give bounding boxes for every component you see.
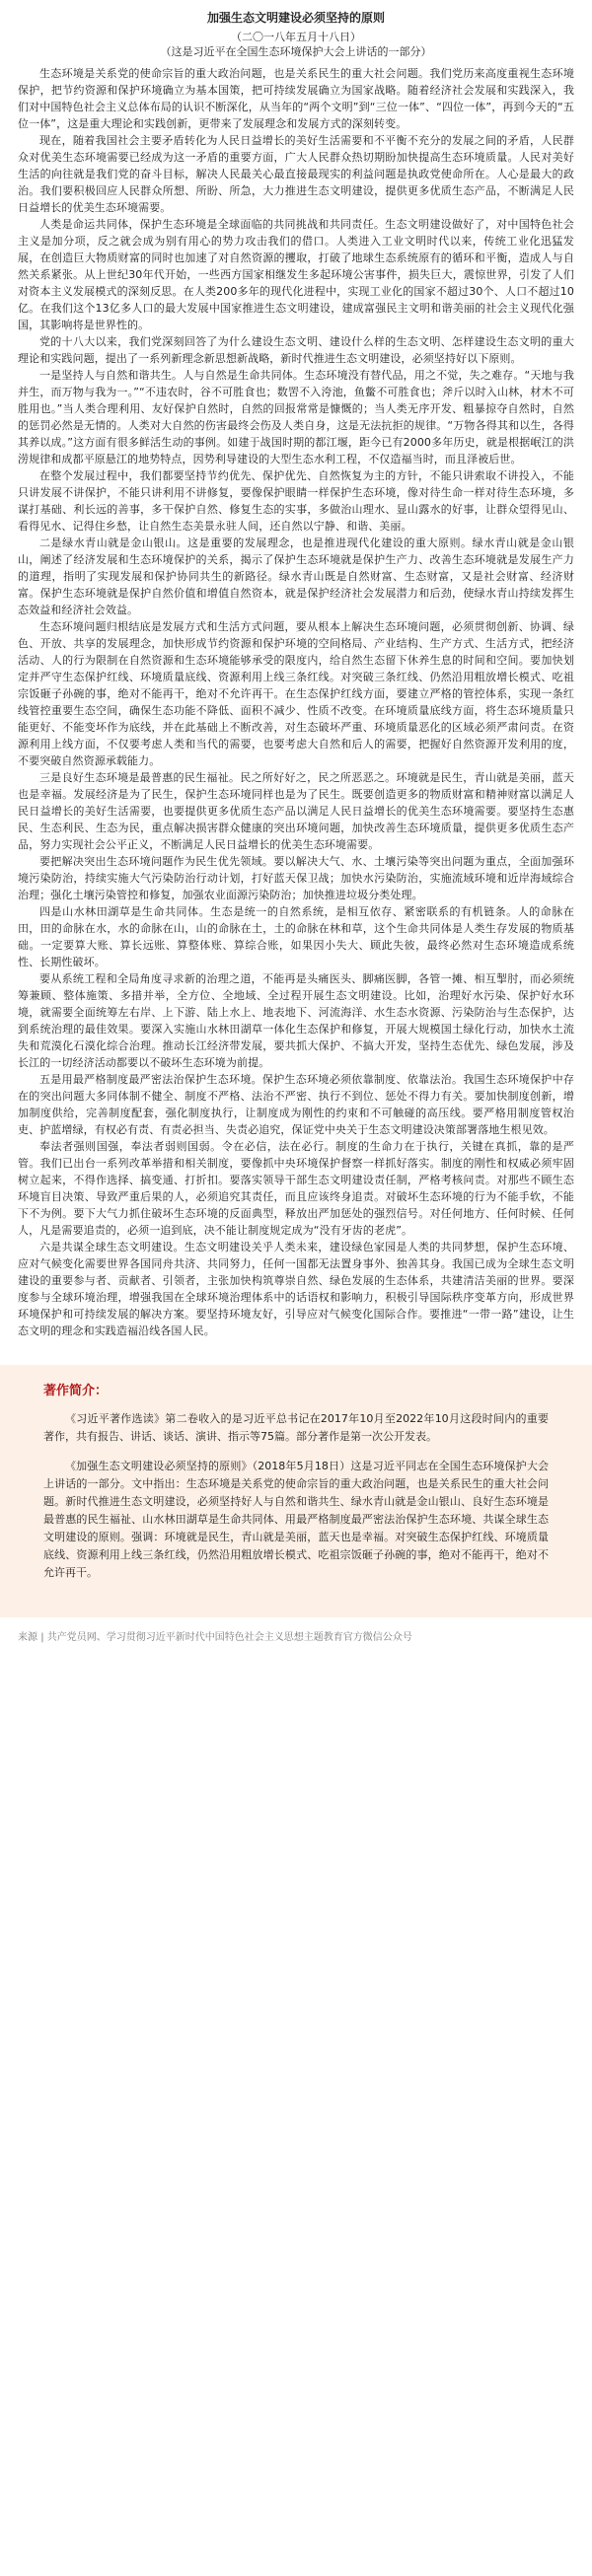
intro-paragraph: 《习近平著作选读》第二卷收入的是习近平总书记在2017年10月至2022年10月这段时间内的重要著作，共有报告、讲话、谈话、演讲、指示等75篇。部分著作是第一次公开发表。 (43, 1412, 549, 1443)
article-subtitle: （这是习近平在全国生态环境保护大会上讲话的一部分） (160, 45, 432, 58)
section-spacer (0, 1339, 592, 1357)
intro-paragraph: 《加强生态文明建设必须坚持的原则》（2018年5月18日）这是习近平同志在全国生态环境保护大会上讲话的一部分。文中指出：生态环境是关系党的使命宗旨的重大政治问题，也是关系民生的重大社会问题。新时代推进生态文明建设，必须坚持好人与自然和谐共生、绿水青山就是金山银山、良好生态环境是最普惠的民生福祉、山水林田湖草是生命共同体、用最严格制度最严密法治保护生态环境、共谋全球生态文明建设的原则。强调：环境就是民生，青山就是美丽，蓝天也是幸福。对突破生态保护红线、环境质量底线、资源利用上线三条红线，仍然沿用粗放增长模式、吃祖宗饭砸子孙碗的事，绝对不能再干，绝对不允许再干。 (43, 1460, 549, 1579)
article-paragraph: 三是良好生态环境是最普惠的民生福祉。民之所好好之，民之所恶恶之。环境就是民生，青山就是美丽，蓝天也是幸福。发展经济是为了民生，保护生态环境同样也是为了民生。既要创造更多的物质财富和精神财富以满足人民日益增长的美好生活需要，也要提供更多优质生态产品以满足人民日益增长的优美生态环境需要。要坚持生态惠民、生态利民、生态为民，重点解决损害群众健康的突出环境问题，加快改善生态环境质量，提供更多优质生态产品，努力实现社会公平正义，不断满足人民日益增长的优美生态环境需要。 (18, 771, 574, 851)
article-paragraph: 六是共谋全球生态文明建设。生态文明建设关乎人类未来，建设绿色家园是人类的共同梦想，保护生态环境、应对气候变化需要世界各国同舟共济、共同努力，任何一国都无法置身事外、独善其身。我国已成为全球生态文明建设的重要参与者、贡献者、引领者，主张加快构筑尊崇自然、绿色发展的生态体系，共建清洁美丽的世界。要深度参与全球环境治理，增强我国在全球环境治理体系中的话语权和影响力，积极引导国际秩序变革方向，形成世界环境保护和可持续发展的解决方案。要坚持环境友好，引导应对气候变化国际合作。要推进“一带一路”建设，让生态文明的理念和实践造福沿线各国人民。 (18, 1241, 574, 1337)
source-separator: | (40, 1632, 47, 1643)
article-paragraph: 在整个发展过程中，我们都要坚持节约优先、保护优先、自然恢复为主的方针，不能只讲索取不讲投入，不能只讲发展不讲保护，不能只讲利用不讲修复，要像保护眼睛一样保护生态环境，像对待生命一样对待生态环境，多谋打基础、利长远的善事，多干保护自然、修复生态的实事，多做治山理水、显山露水的好事，让群众望得见山、看得见水、记得住乡愁，让自然生态美景永驻人间，还自然以宁静、和谐、美丽。 (18, 469, 574, 533)
article-paragraph: 党的十八大以来，我们党深刻回答了为什么建设生态文明、建设什么样的生态文明、怎样建设生态文明的重大理论和实践问题，提出了一系列新理念新思想新战略，新时代推进生态文明建设，必须坚持好以下原则。 (18, 335, 574, 365)
article-paragraph: 生态环境是关系党的使命宗旨的重大政治问题，也是关系民生的重大社会问题。我们党历来高度重视生态环境保护，把节约资源和保护环境确立为基本国策，把可持续发展确立为国家战略。随着经济社会发展和实践深入，我们对中国特色社会主义总体布局的认识不断深化，从当年的“两个文明”到“三位一体”、“四位一体”，再到今天的“五位一体”，这是重大理论和实践创新，更带来了发展理念和发展方式的深刻转变。 (18, 67, 574, 130)
article-paragraph: 二是绿水青山就是金山银山。这是重要的发展理念，也是推进现代化建设的重大原则。绿水青山就是金山银山，阐述了经济发展和生态环境保护的关系，揭示了保护生态环境就是保护生产力、改善生态环境就是发展生产力的道理，指明了实现发展和保护协同共生的新路径。绿水青山既是自然财富、生态财富，又是社会财富、经济财富。保护生态环境就是保护自然价值和增值自然资本，就是保护经济社会发展潜力和后劲，使绿水青山持续发挥生态效益和经济社会效益。 (18, 537, 574, 616)
article-paragraph: 五是用最严格制度最严密法治保护生态环境。保护生态环境必须依靠制度、依靠法治。我国生态环境保护中存在的突出问题大多同体制不健全、制度不严格、法治不严密、执行不到位、惩处不得力有关。要加快制度创新，增加制度供给，完善制度配套，强化制度执行，让制度成为刚性的约束和不可触碰的高压线。要严格用制度管权治吏、护蓝增绿，有权必有责、有责必担当、失责必追究，保证党中央关于生态文明建设决策部署落地生根见效。 (18, 1073, 574, 1136)
article-date: （二〇一八年五月十八日） (231, 31, 361, 43)
article-paragraph: 要把解决突出生态环境问题作为民生优先领域。要以解决大气、水、土壤污染等突出问题为重点，全面加强环境污染防治，持续实施大气污染防治行动计划，打好蓝天保卫战；加快水污染防治，实施流域环境和近岸海域综合治理；强化土壤污染管控和修复，加强农业面源污染防治；加快推进垃圾分类处理。 (18, 855, 574, 901)
article-paragraph: 奉法者强则国强，奉法者弱则国弱。令在必信，法在必行。制度的生命力在于执行，关键在真抓，靠的是严管。我们已出台一系列改革举措和相关制度，要像抓中央环境保护督察一样抓好落实。制度的刚性和权威必须牢固树立起来，不得作选择、搞变通、打折扣。要落实领导干部生态文明建设责任制，严格考核问责。对那些不顾生态环境盲目决策、导致严重后果的人，必须追究其责任，而且应该终身追责。对破坏生态环境的行为不能手软，不能下不为例。要下大气力抓住破坏生态环境的反面典型，释放出严加惩处的强烈信号。对任何地方、任何时候、任何人，凡是需要追责的，必须一追到底，决不能让制度规定成为“没有牙齿的老虎”。 (18, 1140, 574, 1237)
article-title: 加强生态文明建设必须坚持的原则 (206, 11, 385, 25)
article-paragraph: 要从系统工程和全局角度寻求新的治理之道，不能再是头痛医头、脚痛医脚，各管一摊、相互掣肘，而必须统筹兼顾、整体施策、多措并举，全方位、全地域、全过程开展生态文明建设。比如，治理好水污染、保护好水环境，就需要全面统筹左右岸、上下游、陆上水上、地表地下、河流海洋、水生态水资源、污染防治与生态保护，达到系统治理的最佳效果。要深入实施山水林田湖草一体化生态保护和修复，开展大规模国土绿化行动，加快水土流失和荒漠化石漠化综合治理。推动长江经济带发展，要共抓大保护、不搞大开发，坚持生态优先、绿色发展，涉及长江的一切经济活动都要以不破坏生态环境为前提。 (18, 972, 574, 1069)
source-label: 来源 (18, 1632, 37, 1643)
intro-box (0, 1365, 592, 1617)
article-paragraph: 现在，随着我国社会主要矛盾转化为人民日益增长的美好生活需要和不平衡不充分的发展之间的矛盾，人民群众对优美生态环境需要已经成为这一矛盾的重要方面，广大人民群众热切期盼加快提高生态环境质量。人民对美好生活的向往就是我们党的奋斗目标，解决人民最关心最直接最现实的利益问题是执政党使命所在。人心是最大的政治。我们要积极回应人民群众所想、所盼、所急，大力推进生态文明建设，提供更多优质生态产品，不断满足人民日益增长的优美生态环境需要。 (18, 134, 574, 214)
source-text: 共产党员网、学习贯彻习近平新时代中国特色社会主义思想主题教育官方微信公众号 (46, 1632, 412, 1643)
article-paragraph: 四是山水林田湖草是生命共同体。生态是统一的自然系统，是相互依存、紧密联系的有机链条。人的命脉在田，田的命脉在水，水的命脉在山，山的命脉在土，土的命脉在林和草，这个生命共同体是人类生存发展的物质基础。一定要算大账、算长远账、算整体账、算综合账，如果因小失大、顾此失彼，最终必然对生态环境造成系统性、长期性破坏。 (18, 905, 574, 968)
article-paragraph: 生态环境问题归根结底是发展方式和生活方式问题，要从根本上解决生态环境问题，必须贯彻创新、协调、绿色、开放、共享的发展理念，加快形成节约资源和保护环境的空间格局、产业结构、生产方式、生活方式，把经济活动、人的行为限制在自然资源和生态环境能够承受的限度内，给自然生态留下休养生息的时间和空间。要加快划定并严守生态保护红线、环境质量底线、资源利用上线三条红线。对突破三条红线、仍然沿用粗放增长模式、吃祖宗饭砸子孙碗的事，绝对不能再干，绝对不允许再干。在生态保护红线方面，要建立严格的管控体系，实现一条红线管控重要生态空间，确保生态功能不降低、面积不减少、性质不改变。在环境质量底线方面，将生态环境质量只能更好、不能变坏作为底线，并在此基础上不断改善，对生态破坏严重、环境质量恶化的区域必须严肃问责。在资源利用上线方面，不仅要考虑人类和当代的需要，也要考虑大自然和后人的需要，把握好自然资源开发利用的度，不要突破自然资源承载能力。 (18, 620, 574, 767)
intro-heading: 著作简介： (43, 1384, 109, 1398)
article-paragraph: 一是坚持人与自然和谐共生。人与自然是生命共同体。生态环境没有替代品，用之不觉，失之难存。“天地与我并生，而万物与我为一。”“不违农时，谷不可胜食也；数罟不入洿池，鱼鳖不可胜食也；斧斤以时入山林，材木不可胜用也。”当人类合理利用、友好保护自然时，自然的回报常常是慷慨的；当人类无序开发、粗暴掠夺自然时，自然的惩罚必然是无情的。人类对大自然的伤害最终会伤及人类自身，这是无法抗拒的规律。“万物各得其和以生，各得其养以成。”这方面有很多鲜活生动的事例。如建于战国时期的都江堰，距今已有2000多年历史，就是根据岷江的洪涝规律和成都平原悬江的地势特点，因势利导建设的大型生态水利工程，不仅造福当时，而且泽被后世。 (18, 369, 574, 465)
source-footer (0, 1617, 592, 1655)
article-paragraph: 人类是命运共同体，保护生态环境是全球面临的共同挑战和共同责任。生态文明建设做好了，对中国特色社会主义是加分项，反之就会成为别有用心的势力攻击我们的借口。人类进入工业文明时代以来，传统工业化迅猛发展，在创造巨大物质财富的同时也加速了对自然资源的攫取，打破了地球生态系统原有的循环和平衡，造成人与自然关系紧张。从上世纪30年代开始，一些西方国家相继发生多起环境公害事件，损失巨大，震惊世界，引发了人们对资本主义发展模式的深刻反思。在人类200多年的现代化进程中，实现工业化的国家不超过30个、人口不超过10亿。在我们这个13亿多人口的最大发展中国家推进生态文明建设，建成富强民主文明和谐美丽的社会主义现代化强国，其影响将是世界性的。 (18, 218, 574, 331)
